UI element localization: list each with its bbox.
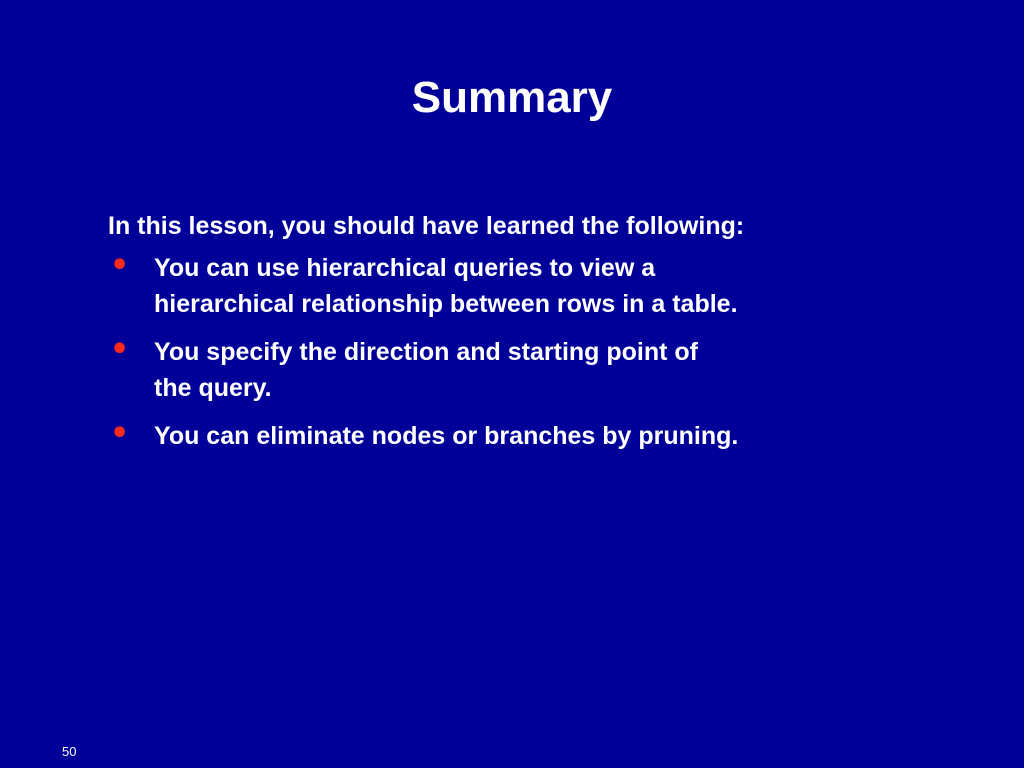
bullet-item [108,334,928,406]
bullet-line: the query. [154,374,272,402]
bullet-item [108,418,928,454]
page-number: 50 [62,744,77,759]
bullet-list [108,250,928,454]
bullet-dot-icon: • [110,332,130,367]
slide-title: Summary [411,73,613,122]
bullet-dot-icon: • [110,248,130,283]
bullet-line: hierarchical relationship between rows in a table. [154,290,738,318]
bullet-text [154,418,928,454]
bullet-line: You can use hierarchical queries to view a [154,254,656,282]
bullet-text [154,334,928,406]
bullet-line: You specify the direction and starting point of [154,338,699,366]
slide-content [108,208,928,466]
bullet-dot-icon: • [110,416,130,451]
bullet-text [154,250,928,322]
bullet-item [108,250,928,322]
intro-text: In this lesson, you should have learned the following: [108,212,745,240]
bullet-line: You can eliminate nodes or branches by pruning. [154,422,739,450]
